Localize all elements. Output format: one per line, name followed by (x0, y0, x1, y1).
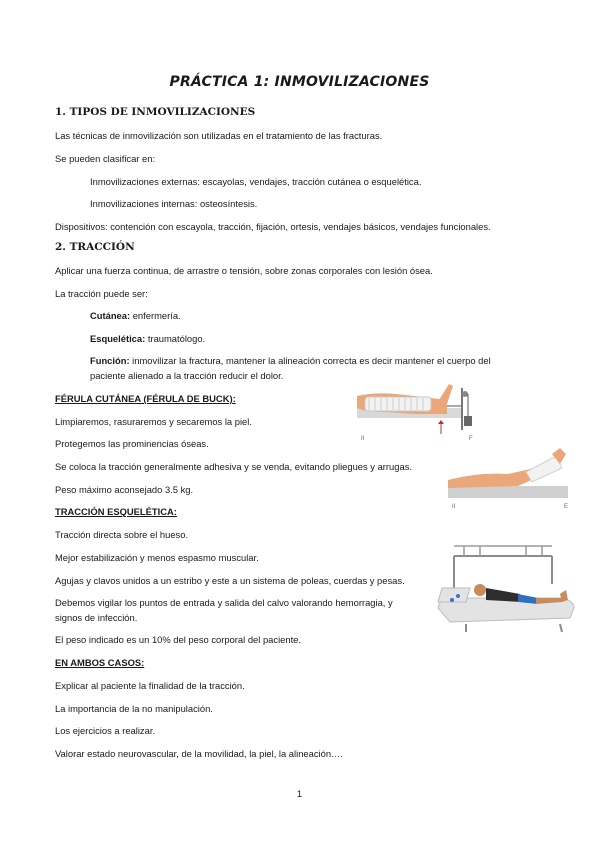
paragraph: Agujas y clavos unidos a un estribo y este a un sistema de poleas, cuerdas y pesas. (55, 575, 405, 586)
table-surface (448, 486, 568, 498)
list-item-cutanea (90, 310, 181, 322)
paragraph: signos de infección. (55, 612, 138, 623)
list-item: Inmovilizaciones internas: osteosíntesis. (90, 198, 258, 209)
page-number: 1 (296, 788, 303, 799)
paragraph: Se coloca la tracción generalmente adhesiva y se venda, evitando pliegues y arrugas. (55, 461, 412, 472)
control-button (456, 594, 460, 598)
paragraph: Dispositivos: contención con escayola, tracción, fijación, ortesis, vendajes básicos, vendajes funcionales. (55, 221, 491, 232)
list-item-funcion (90, 355, 491, 367)
fig2-label-right: E (564, 504, 569, 510)
subheading-ambos: EN AMBOS CASOS: (55, 657, 145, 668)
paragraph: Valorar estado neurovascular, de la movilidad, la piel, la alineación…. (55, 748, 344, 759)
paragraph: Tracción directa sobre el hueso. (55, 529, 189, 540)
patient-torso (486, 588, 522, 602)
weight (464, 416, 472, 426)
term-label: Función: (90, 355, 130, 366)
buck-traction-figure (355, 378, 485, 444)
term-text: enfermería. (130, 310, 181, 321)
paragraph: Debemos vigilar los puntos de entrada y salida del calvo valorando hemorragia, y (55, 597, 393, 608)
list-item-esqueletica (90, 333, 205, 345)
control-button (450, 598, 454, 602)
section-heading-traccion: 2. TRACCIÓN (55, 241, 135, 253)
paragraph: Limpiaremos, rasuraremos y secaremos la piel. (55, 416, 252, 427)
fig2-label-left: II (452, 504, 456, 510)
subheading-buck: FÉRULA CUTÁNEA (FÉRULA DE BUCK): (55, 393, 236, 404)
fig1-label-left: II (361, 436, 365, 442)
paragraph: Se pueden clasificar en: (55, 153, 156, 164)
list-item: Inmovilizaciones externas: escayolas, vendajes, tracción cutánea o esquelética. (90, 176, 422, 187)
term-label: Esquelética: (90, 333, 146, 344)
paragraph: El peso indicado es un 10% del peso corporal del paciente. (55, 634, 301, 645)
pulley (462, 391, 468, 397)
foot (439, 384, 453, 404)
bed-leg (560, 624, 562, 632)
paragraph: La importancia de la no manipulación. (55, 703, 213, 714)
fig1-label-right: F (469, 436, 473, 442)
patient-head (474, 584, 486, 596)
paragraph: Mejor estabilización y menos espasmo muscular. (55, 552, 259, 563)
paragraph: Explicar al paciente la finalidad de la tracción. (55, 680, 245, 691)
paragraph: Protegemos las prominencias óseas. (55, 438, 209, 449)
term-text: inmovilizar la fractura, mantener la alineación correcta es decir mantener el cuerpo del (129, 355, 491, 366)
leg-bandage-figure (448, 446, 574, 512)
list-item-funcion-cont: paciente alienado a la tracción reducir el dolor. (90, 370, 284, 381)
skeletal-traction-figure (430, 544, 578, 634)
paragraph: Peso máximo aconsejado 3.5 kg. (55, 484, 194, 495)
force-arrow-head (438, 420, 444, 424)
page-title: PRÁCTICA 1: INMOVILIZACIONES (169, 74, 430, 90)
bandage (526, 456, 562, 482)
paragraph: La tracción puede ser: (55, 288, 148, 299)
term-text: traumatólogo. (145, 333, 206, 344)
paragraph: Las técnicas de inmovilización son utilizadas en el tratamiento de las fracturas. (55, 130, 383, 141)
subheading-esqueletica: TRACCIÓN ESQUELÉTICA: (55, 506, 177, 517)
section-heading-tipos: 1. TIPOS DE INMOVILIZACIONES (55, 106, 256, 118)
overhead-bar (454, 546, 552, 556)
paragraph: Aplicar una fuerza continua, de arrastre o tensión, sobre zonas corporales con lesión ósea. (55, 265, 433, 276)
paragraph: Los ejercicios a realizar. (55, 725, 156, 736)
bed-head (438, 588, 470, 602)
term-label: Cutánea: (90, 310, 131, 321)
